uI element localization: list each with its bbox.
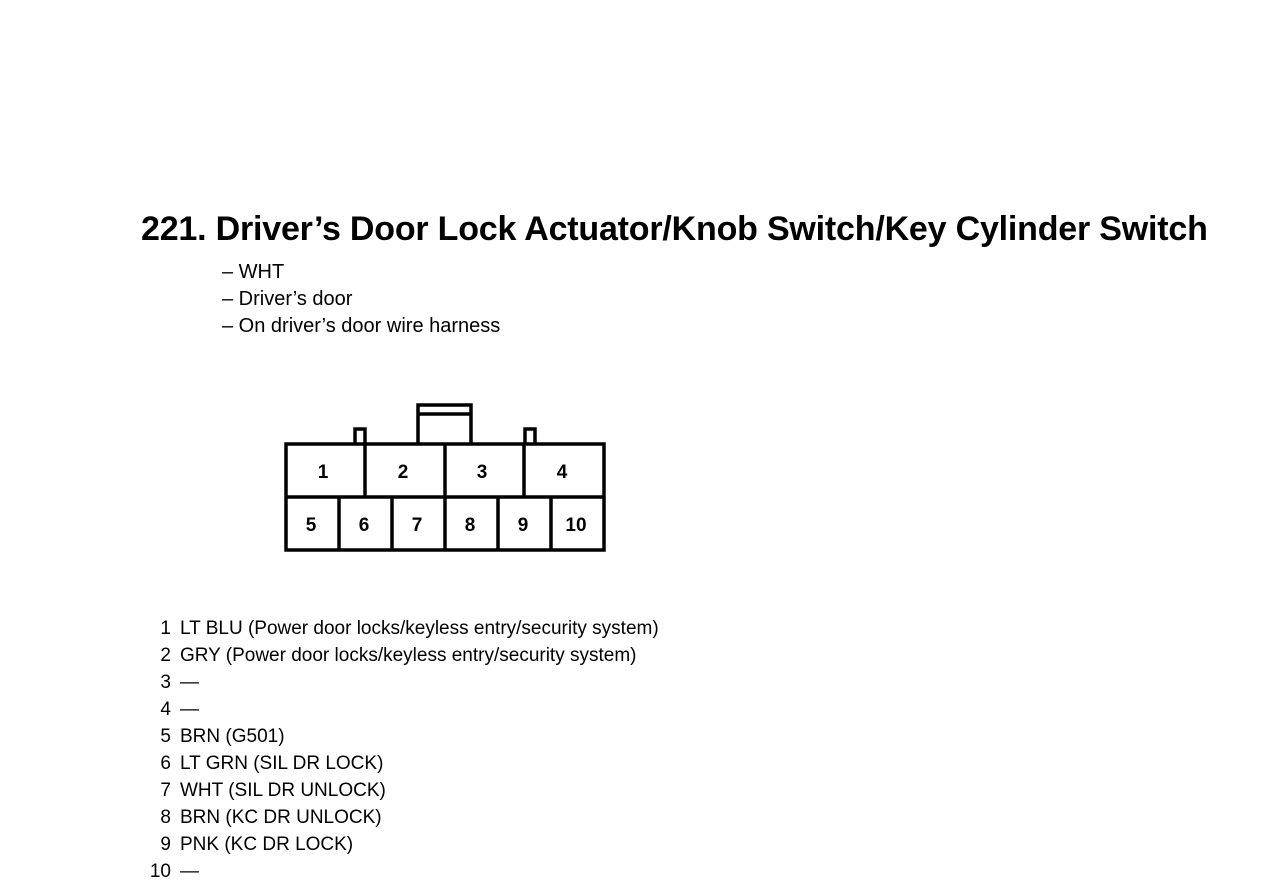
pin-number: 4 [160,699,171,720]
connector-pin-9: 9 [517,515,529,536]
detail-color: – WHT [222,261,285,283]
list-item [145,750,659,777]
pin-number: 1 [160,618,171,639]
pin-number: 8 [160,807,171,828]
pin-description: — [180,861,199,882]
connector-pin-2: 2 [397,462,409,483]
pin-number: 5 [160,726,171,747]
pin-description: GRY (Power door locks/keyless entry/security system) [180,645,637,666]
connector-details [222,259,500,340]
pin-description: PNK (KC DR LOCK) [180,834,354,855]
pin-description: BRN (G501) [180,726,285,747]
list-item [145,723,659,750]
list-item [145,696,659,723]
list-item [145,858,659,885]
detail-location: – Driver’s door [222,288,353,310]
connector-key-right [525,429,535,443]
pin-number: 7 [160,780,171,801]
pin-number: 9 [160,834,171,855]
connector-key-left [355,429,365,443]
pin-number: 6 [160,753,171,774]
connector-diagram [283,401,607,553]
list-item [145,831,659,858]
connector-pin-1: 1 [317,462,329,483]
pin-number: 10 [149,861,171,882]
page-title: 221. Driver’s Door Lock Actuator/Knob Switch/Key Cylinder Switch [141,210,1208,248]
connector-pin-4: 4 [556,462,568,483]
connector-lock-tab [418,405,471,443]
list-item [145,615,659,642]
pin-description: — [180,699,199,720]
pin-number: 2 [160,645,171,666]
connector-pin-3: 3 [476,462,488,483]
pin-number: 3 [160,672,171,693]
connector-pin-10: 10 [565,515,587,536]
connector-pin-5: 5 [305,515,317,536]
connector-pin-7: 7 [411,515,423,536]
connector-pin-8: 8 [464,515,476,536]
list-item [145,642,659,669]
connector-pin-6: 6 [358,515,370,536]
pin-description: LT BLU (Power door locks/keyless entry/security system) [180,618,659,639]
pin-description: WHT (SIL DR UNLOCK) [180,780,386,801]
pin-description: — [180,672,199,693]
list-item [145,804,659,831]
list-item [145,669,659,696]
pin-description: BRN (KC DR UNLOCK) [180,807,382,828]
pin-list [145,615,659,885]
pin-description: LT GRN (SIL DR LOCK) [180,753,384,774]
list-item [145,777,659,804]
detail-harness: – On driver’s door wire harness [222,315,501,337]
